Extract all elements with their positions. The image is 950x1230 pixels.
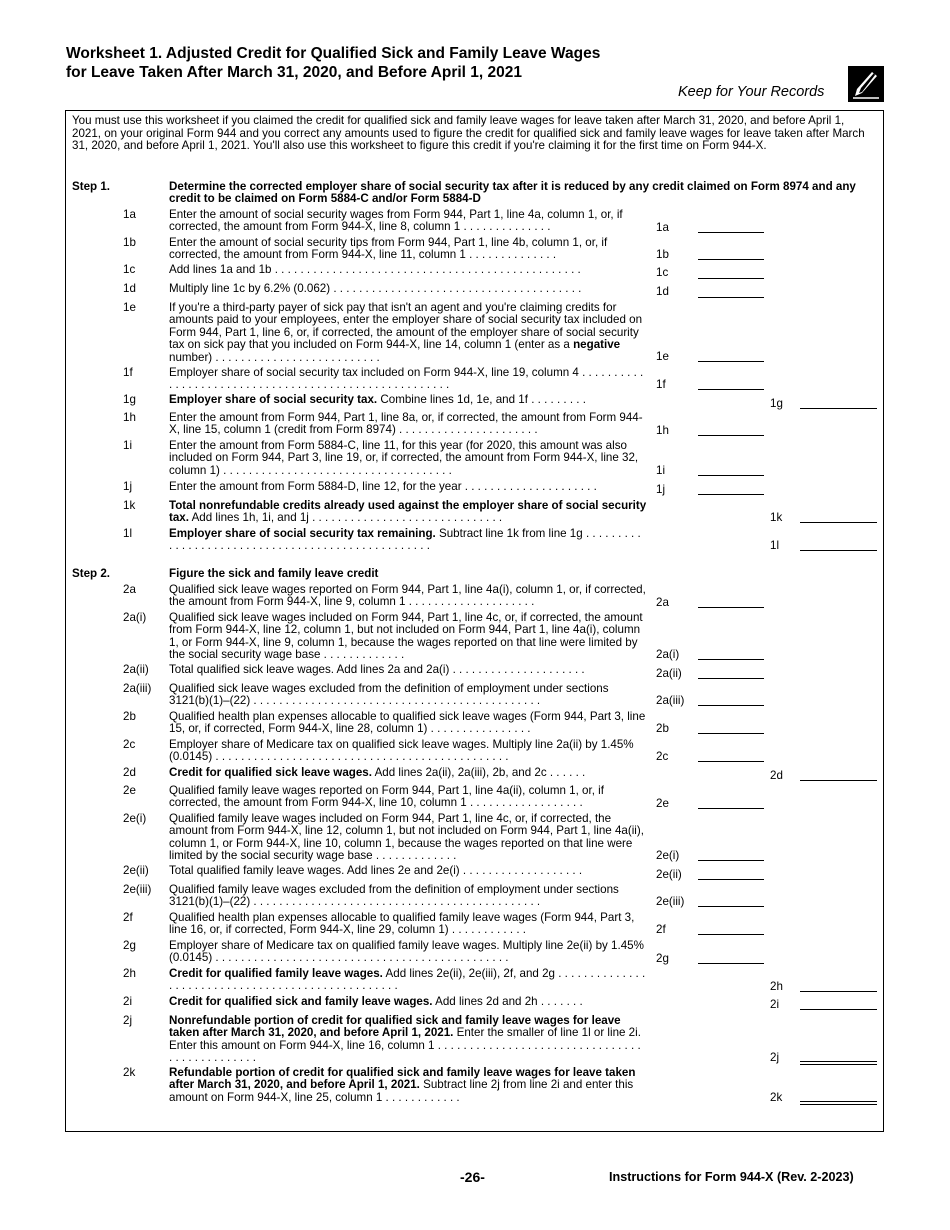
line-1l-field[interactable]	[800, 550, 877, 551]
line-2c-field[interactable]	[698, 761, 764, 762]
line-1h-field[interactable]	[698, 435, 764, 436]
line-2d-field[interactable]	[800, 780, 877, 781]
line-2d-text: Credit for qualified sick leave wages. Add lines 2a(ii), 2a(iii), 2b, and 2c . . . . . .	[169, 766, 586, 779]
line-1i-number: 1i	[123, 439, 133, 452]
line-1j-text: Enter the amount from Form 5884-D, line 12, for the year . . . . . . . . . . . . . . . . . . . . .	[169, 480, 597, 493]
line-2j-number: 2j	[123, 1014, 133, 1027]
line-1k-text: Total nonrefundable credits already used against the employer share of social security tax. Add lines 1h, 1i, and 1j . . . . . . . . . . . . . . . . . . . . . . . . . . . . . .	[169, 499, 647, 525]
line-1d-ref: 1d	[656, 285, 669, 298]
line-2ai-text: Qualified sick leave wages included on Form 944, Part 1, line 4c, or, if corrected, the amount from Form 944-X, line 12, column 1, but not included on Form 944, Part 1, line 4a(i), column 1, or Form 944-X, line 9, column 1, because the wages reported on that line were limited by the social security wage base . . . . . . . . . . . . .	[169, 611, 643, 662]
line-2f-field[interactable]	[698, 934, 764, 935]
line-2i-number: 2i	[123, 995, 133, 1008]
line-2g-ref: 2g	[656, 952, 669, 965]
line-2aiii-field[interactable]	[698, 705, 764, 706]
line-2b-text: Qualified health plan expenses allocable to qualified sick leave wages (Form 944, Part 3, line 15, or, if corrected, Form 944-X, line 28, column 1) . . . . . . . . . . . . . . . .	[169, 710, 646, 736]
line-1e-number: 1e	[123, 301, 136, 314]
line-1f-field[interactable]	[698, 389, 764, 390]
page-number: -26-	[460, 1169, 485, 1185]
line-1d-text: Multiply line 1c by 6.2% (0.062) . . . . . . . . . . . . . . . . . . . . . . . . . . . . . . . . . . . . . . .	[169, 282, 582, 295]
line-1k-number: 1k	[123, 499, 136, 512]
line-1h-ref: 1h	[656, 424, 669, 437]
line-2k-number: 2k	[123, 1066, 136, 1079]
line-1e-ref: 1e	[656, 350, 669, 363]
line-2aiii-ref: 2a(iii)	[656, 694, 685, 707]
line-2ei-field[interactable]	[698, 860, 764, 861]
line-1a-text: Enter the amount of social security wages from Form 944, Part 1, line 4a, column 1, or, if corrected, the amount from Form 944-X, line 8, column 1 . . . . . . . . . . . . . .	[169, 208, 623, 234]
line-2a-ref: 2a	[656, 596, 669, 609]
line-1l-text: Employer share of social security tax remaining. Subtract line 1k from line 1g . . . . . . . . . . . . . . . . . . . . . . . . . . . . . . . . . . . . . . . . . . . . . . . . . .	[169, 527, 641, 553]
line-2g-text: Employer share of Medicare tax on qualified family leave wages. Multiply line 2e(ii) by 1.45% (0.0145) . . . . . . . . . . . . . . . . . . . . . . . . . . . . . . . . . . . . . . . . . . . . . .	[169, 939, 644, 965]
line-1g-text: Employer share of social security tax. Combine lines 1d, 1e, and 1f . . . . . . . . .	[169, 393, 586, 406]
line-2d-ref: 2d	[770, 769, 783, 782]
line-1h-number: 1h	[123, 411, 136, 424]
line-1e-field[interactable]	[698, 361, 764, 362]
line-1j-ref: 1j	[656, 483, 666, 496]
line-2k-field[interactable]	[800, 1101, 877, 1105]
line-2aiii-number: 2a(iii)	[123, 682, 152, 695]
line-1a-field[interactable]	[698, 232, 764, 233]
line-2b-ref: 2b	[656, 722, 669, 735]
line-2eiii-text: Qualified family leave wages excluded from the definition of employment under sections 3121(b)(1)–(22) . . . . . . . . . . . . . . . . . . . . . . . . . . . . . . . . . . . . . . . . . . . . .	[169, 883, 619, 909]
line-1a-number: 1a	[123, 208, 136, 221]
line-2e-field[interactable]	[698, 808, 764, 809]
line-2ai-ref: 2a(i)	[656, 648, 680, 661]
line-1h-text: Enter the amount from Form 944, Part 1, line 8a, or, if corrected, the amount from Form 944-X, line 15, column 1 (credit from Form 8974) . . . . . . . . . . . . . . . . . . . . . .	[169, 411, 643, 437]
keep-for-records-label: Keep for Your Records	[678, 84, 825, 100]
line-2h-ref: 2h	[770, 980, 783, 993]
pencil-icon	[848, 66, 884, 102]
step1-label: Step 1.	[72, 180, 111, 193]
line-2k-text: Refundable portion of credit for qualified sick and family leave wages for leave taken after March 31, 2020, and before April 1, 2021. Subtract line 2j from line 2i and enter this amount on Form 944-X, line 25, column 1 . . . . . . . . . . . .	[169, 1066, 636, 1104]
line-1k-field[interactable]	[800, 522, 877, 523]
line-2ai-field[interactable]	[698, 659, 764, 660]
line-1c-field[interactable]	[698, 278, 764, 279]
line-2eii-field[interactable]	[698, 879, 764, 880]
line-2i-field[interactable]	[800, 1009, 877, 1010]
line-2a-number: 2a	[123, 583, 136, 596]
line-2ei-number: 2e(i)	[123, 812, 147, 825]
line-2aii-ref: 2a(ii)	[656, 667, 682, 680]
line-1l-ref: 1l	[770, 539, 780, 552]
line-2eii-ref: 2e(ii)	[656, 868, 682, 881]
line-2d-number: 2d	[123, 766, 136, 779]
line-2ei-text: Qualified family leave wages included on Form 944, Part 1, line 4c, or, if corrected, the amount from Form 944-X, line 12, column 1, but not included on Form 944, Part 1, line 4a(ii), column 1, or Form 944-X, line 10, column 1, because the wages reported on that line were limited by the social security wage base . . . . . . . . . . . . .	[169, 812, 644, 863]
line-1b-number: 1b	[123, 236, 136, 249]
line-1d-field[interactable]	[698, 297, 764, 298]
line-2f-text: Qualified health plan expenses allocable to qualified family leave wages (Form 944, Part 3, line 16, or, if corrected, Form 944-X, line 29, column 1) . . . . . . . . . . . .	[169, 911, 635, 937]
line-2eii-number: 2e(ii)	[123, 864, 149, 877]
line-1g-field[interactable]	[800, 408, 877, 409]
line-1e-text: If you're a third-party payer of sick pay that isn't an agent and you're claiming credits for amounts paid to your employees, enter the employer share of social security tax included on Form 944, Part 1, line 6, or, if corrected, the amount of the employer share of social security tax on sick pay that you included on Form 944-X, line 14, column 1 (enter as a negative number) . . . . . . . . . . . . . . . . . . . . . . . . . .	[169, 301, 643, 364]
line-2eiii-field[interactable]	[698, 906, 764, 907]
line-2c-text: Employer share of Medicare tax on qualified sick leave wages. Multiply line 2a(ii) by 1.45% (0.0145) . . . . . . . . . . . . . . . . . . . . . . . . . . . . . . . . . . . . . . . . . . . . . .	[169, 738, 634, 764]
worksheet-title: Worksheet 1. Adjusted Credit for Qualified Sick and Family Leave Wages for Leave Taken After March 31, 2020, and Before April 1, 2021	[66, 45, 601, 81]
line-1b-field[interactable]	[698, 259, 764, 260]
line-2aiii-text: Qualified sick leave wages excluded from the definition of employment under sections 3121(b)(1)–(22) . . . . . . . . . . . . . . . . . . . . . . . . . . . . . . . . . . . . . . . . . . . . .	[169, 682, 609, 708]
line-2h-field[interactable]	[800, 991, 877, 992]
line-2a-field[interactable]	[698, 607, 764, 608]
step2-label: Step 2.	[72, 567, 111, 580]
line-2eiii-number: 2e(iii)	[123, 883, 152, 896]
line-1b-ref: 1b	[656, 248, 669, 261]
line-2b-field[interactable]	[698, 733, 764, 734]
line-1c-ref: 1c	[656, 266, 669, 279]
step1-heading: Determine the corrected employer share of social security tax after it is reduced by any credit claimed on Form 8974 and any credit to be claimed on Form 5884-C and/or Form 5884-D	[169, 180, 856, 206]
line-2e-text: Qualified family leave wages reported on Form 944, Part 1, line 4a(ii), column 1, or, if corrected, the amount from Form 944-X, line 10, column 1 . . . . . . . . . . . . . . . . . .	[169, 784, 604, 810]
line-1g-number: 1g	[123, 393, 136, 406]
line-2f-number: 2f	[123, 911, 133, 924]
line-1l-number: 1l	[123, 527, 133, 540]
line-2aii-field[interactable]	[698, 678, 764, 679]
line-1j-number: 1j	[123, 480, 133, 493]
line-2aii-number: 2a(ii)	[123, 663, 149, 676]
line-2h-number: 2h	[123, 967, 136, 980]
line-1f-ref: 1f	[656, 378, 666, 391]
line-2ei-ref: 2e(i)	[656, 849, 680, 862]
line-1i-ref: 1i	[656, 464, 666, 477]
line-2c-ref: 2c	[656, 750, 669, 763]
line-2a-text: Qualified sick leave wages reported on Form 944, Part 1, line 4a(i), column 1, or, if corrected, the amount from Form 944-X, line 9, column 1 . . . . . . . . . . . . . . . . . . . .	[169, 583, 646, 609]
line-2e-ref: 2e	[656, 797, 669, 810]
line-2ai-number: 2a(i)	[123, 611, 147, 624]
line-1c-number: 1c	[123, 263, 136, 276]
line-2i-ref: 2i	[770, 998, 780, 1011]
line-1a-ref: 1a	[656, 221, 669, 234]
line-2j-ref: 2j	[770, 1051, 780, 1064]
line-2g-field[interactable]	[698, 963, 764, 964]
line-2f-ref: 2f	[656, 923, 666, 936]
line-2h-text: Credit for qualified family leave wages. Add lines 2e(ii), 2e(iii), 2f, and 2g . . . . . . . . . . . . . . . . . . . . . . . . . . . . . . . . . . . . . . . . . . . . . . . . . .	[169, 967, 646, 993]
line-2k-ref: 2k	[770, 1091, 783, 1104]
line-2i-text: Credit for qualified sick and family leave wages. Add lines 2d and 2h . . . . . . .	[169, 995, 583, 1008]
line-1b-text: Enter the amount of social security tips from Form 944, Part 1, line 4b, column 1, or, if corrected, the amount from Form 944-X, line 11, column 1 . . . . . . . . . . . . . .	[169, 236, 608, 262]
line-1i-text: Enter the amount from Form 5884-C, line 11, for this year (for 2020, this amount was also included on Form 944, Part 3, line 19, or, if corrected, the amount from Form 944-X, line 32, column 1) . . . . . . . . . . . . . . . . . . . . . . . . . . . . . . . . . . . .	[169, 439, 639, 477]
line-2g-number: 2g	[123, 939, 136, 952]
line-2j-field[interactable]	[800, 1061, 877, 1065]
line-2eii-text: Total qualified family leave wages. Add lines 2e and 2e(i) . . . . . . . . . . . . . . . . . . .	[169, 864, 583, 877]
line-1j-field[interactable]	[698, 494, 764, 495]
line-2aii-text: Total qualified sick leave wages. Add lines 2a and 2a(i) . . . . . . . . . . . . . . . . . . . . .	[169, 663, 585, 676]
line-1f-text: Employer share of social security tax included on Form 944-X, line 19, column 4 . . . . . . . . . . . . . . . . . . . . . . . . . . . . . . . . . . . . . . . . . . . . . . . . . . . . . .	[169, 366, 644, 392]
line-2eiii-ref: 2e(iii)	[656, 895, 685, 908]
intro-paragraph: You must use this worksheet if you claimed the credit for qualified sick and family leave wages for leave taken after March 31, 2020, and before April 1, 2021, on your original Form 944 and you correct any amounts used to figure the credit for qualified sick and family leave wages for leave taken after March 31, 2020, and before April 1, 2021. You'll also use this worksheet to figure this credit if you're claiming it for the first time on Form 944-X.	[72, 114, 865, 153]
line-1d-number: 1d	[123, 282, 136, 295]
line-2c-number: 2c	[123, 738, 136, 751]
line-1c-text: Add lines 1a and 1b . . . . . . . . . . . . . . . . . . . . . . . . . . . . . . . . . . . . . . . . . . . . . . . .	[169, 263, 581, 276]
line-2j-text: Nonrefundable portion of credit for qualified sick and family leave wages for leave taken after March 31, 2020, and before April 1, 2021. Enter the smaller of line 1l or line 2i. Enter this amount on Form 944-X, line 16, column 1 . . . . . . . . . . . . . . . . . . . . . . . . . . . . . . . . . . . . . . . . . . . . . .	[169, 1014, 641, 1065]
step2-heading: Figure the sick and family leave credit	[169, 567, 379, 580]
line-2e-number: 2e	[123, 784, 136, 797]
line-1i-field[interactable]	[698, 475, 764, 476]
line-1k-ref: 1k	[770, 511, 783, 524]
line-1g-ref: 1g	[770, 397, 783, 410]
footer-form-title: Instructions for Form 944-X (Rev. 2-2023)	[609, 1170, 854, 1184]
line-1f-number: 1f	[123, 366, 133, 379]
line-2b-number: 2b	[123, 710, 136, 723]
